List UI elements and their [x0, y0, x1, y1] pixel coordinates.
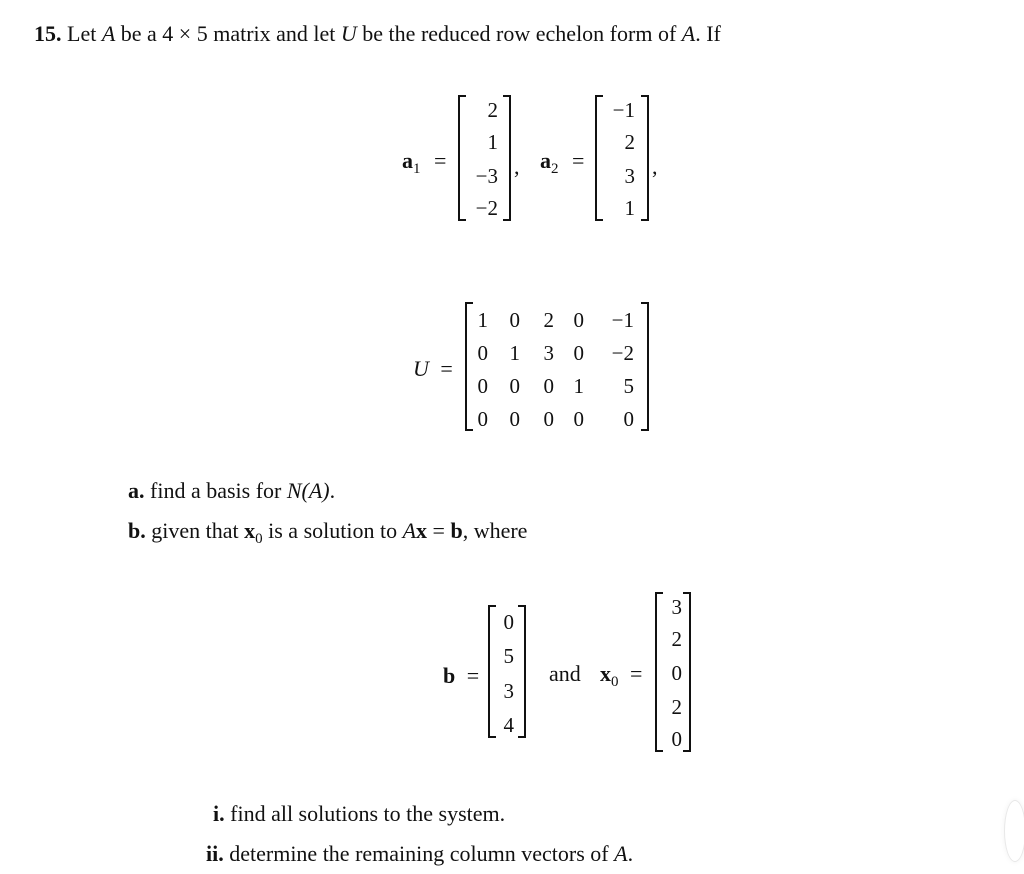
var-a: A: [101, 21, 116, 46]
u-matrix-cell: 5: [623, 374, 634, 398]
x0-right-bracket: [683, 592, 691, 752]
u-matrix-cell: 0: [573, 407, 584, 431]
u-matrix-cell: 1: [573, 374, 584, 398]
part-b-marker: b.: [128, 518, 146, 543]
b-label: b =: [443, 663, 480, 688]
a2-entry: −1: [612, 98, 635, 122]
a1-entry: −2: [475, 196, 498, 220]
u-matrix-cell: 0: [477, 341, 488, 365]
intro-part4: . If: [695, 21, 721, 46]
u-label: U =: [413, 356, 453, 381]
clipped-text-residue: [30, 0, 330, 4]
b-entry: 3: [503, 679, 514, 703]
intro-part2: be a 4 × 5 matrix and let: [115, 21, 341, 46]
part-a-marker: a.: [128, 478, 145, 503]
problem-number: 15.: [34, 21, 62, 46]
var-u: U: [340, 21, 357, 46]
subpart-ii-text: determine the remaining column vectors of: [229, 841, 615, 866]
x0-entry: 0: [671, 661, 682, 685]
subpart-i: [213, 803, 505, 825]
b-right-bracket: [518, 605, 526, 738]
x0-entry: 3: [671, 595, 682, 619]
a1-entry: 2: [487, 98, 498, 122]
u-matrix-cell: 0: [509, 407, 520, 431]
a2-label: $a_2$ =: [540, 148, 585, 177]
u-matrix-cell: 0: [573, 308, 584, 332]
a2-left-bracket: [595, 95, 603, 221]
u-matrix-cell: 0: [623, 407, 634, 431]
a2-entry: 2: [624, 130, 635, 154]
a1-left-bracket: [458, 95, 466, 221]
and-text: and: [549, 661, 581, 686]
u-matrix-cell: 0: [477, 407, 488, 431]
u-matrix-cell: 0: [573, 341, 584, 365]
u-matrix-cell: 0: [543, 407, 554, 431]
problem-statement: [34, 23, 721, 45]
part-a: a. find a basis for N(A).: [128, 478, 336, 503]
part-b-text: given that: [151, 518, 245, 543]
u-left-bracket: [465, 302, 473, 431]
u-matrix-cell: 0: [543, 374, 554, 398]
b-entry: 0: [503, 610, 514, 634]
u-matrix-cell: 0: [477, 374, 488, 398]
u-matrix-cell: 1: [477, 308, 488, 332]
subpart-ii: ii. determine the remaining column vectors of A.: [206, 841, 634, 866]
a2-right-bracket: [641, 95, 649, 221]
a1-label: $a_1$ =: [402, 148, 447, 177]
u-matrix-cell: −1: [611, 308, 634, 332]
a1-right-bracket: [503, 95, 511, 221]
x0-entry: 2: [671, 695, 682, 719]
u-matrix-cell: 0: [509, 308, 520, 332]
part-a-math: N(A): [286, 478, 330, 503]
x0-label: $x_0$ =: [600, 661, 643, 690]
a1-comma: ,: [514, 154, 520, 179]
intro-part1: Let: [67, 21, 102, 46]
subpart-i-text: find all solutions to the system.: [230, 801, 506, 826]
a1-entry: 1: [487, 130, 498, 154]
x0-entry: 0: [671, 727, 682, 751]
u-matrix-cell: 0: [509, 374, 520, 398]
subpart-i-marker: i.: [213, 801, 225, 826]
b-entry: 4: [503, 713, 514, 737]
u-matrix-cell: 2: [543, 308, 554, 332]
subpart-ii-marker: ii.: [206, 841, 224, 866]
var-a-second: A: [681, 21, 696, 46]
a2-entry: 1: [624, 196, 635, 220]
floating-action-circle[interactable]: [1004, 800, 1024, 862]
a2-entry: 3: [624, 164, 635, 188]
u-matrix-cell: 1: [509, 341, 520, 365]
a2-comma: ,: [652, 154, 658, 179]
intro-part3: be the reduced row echelon form of: [356, 21, 682, 46]
part-a-text: find a basis for: [150, 478, 287, 503]
part-b: b. given that $x_0$ is a solution to Ax = b, where: [128, 518, 528, 547]
x0-entry: 2: [671, 627, 682, 651]
b-entry: 5: [503, 644, 514, 668]
u-matrix-cell: 3: [543, 341, 554, 365]
u-matrix-cell: −2: [611, 341, 634, 365]
u-right-bracket: [641, 302, 649, 431]
a1-entry: −3: [475, 164, 498, 188]
